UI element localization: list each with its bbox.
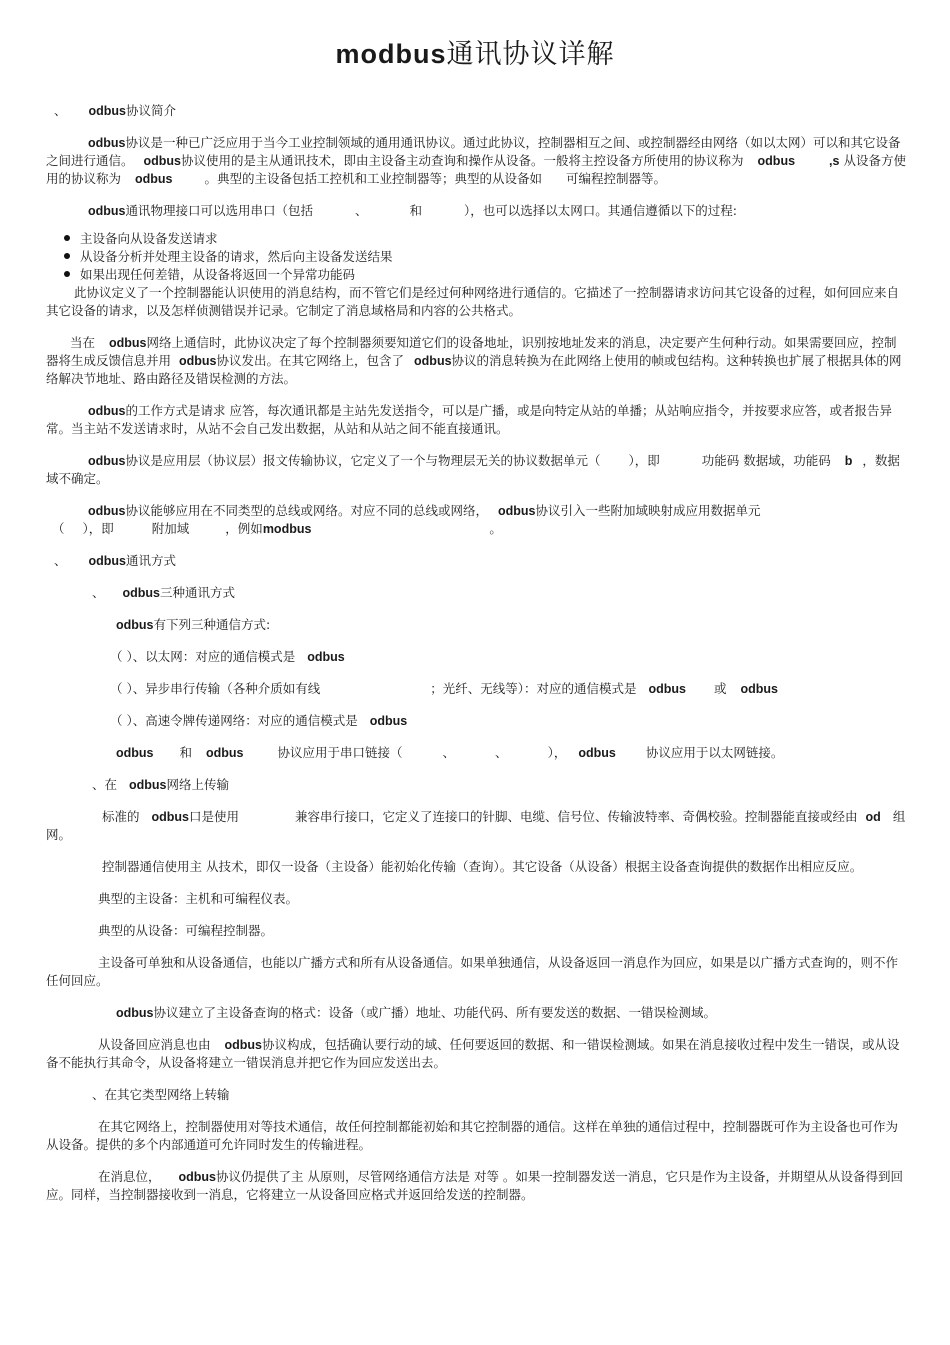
text: 协议构成，包括确认要行动的域、任何要返回的数据、和一错误检测域。如果在消息接收过程中发生一错误，或从设备不能执行其命令，从设备将建立一错误消息并把它作为回应发送出去。: [46, 1037, 900, 1070]
section-text: 协议简介: [126, 103, 177, 118]
bold-term: odbus: [88, 104, 127, 118]
text: 附加域: [151, 521, 190, 536]
text: ），即: [628, 453, 660, 468]
text: 协议的消息转换为在此网络上使用的帧或包结构。这种转换也扩展了根据具体的网络解决节地址、路由路径及错误检测的方法。: [46, 353, 902, 386]
bold-term: odbus: [578, 746, 616, 760]
bold-term: odbus: [116, 618, 154, 632]
subsection-3-heading: 、在其它类型网络上转输: [92, 1087, 230, 1102]
text: 在消息位，: [98, 1169, 161, 1184]
bold-term: odbus: [122, 586, 161, 600]
text: 。典型的主设备包括工控机和工业控制器等；典型的从设备如: [204, 171, 543, 186]
text: 、: [355, 203, 368, 218]
section-prefix: 、: [54, 553, 67, 568]
text: 协议应用于以太网链接。: [645, 745, 784, 760]
paragraph-q3: 典型的主设备：主机和可编程仪表。: [98, 891, 299, 906]
section-text: 三种通讯方式: [160, 585, 236, 600]
subsection-1-heading: [46, 584, 908, 602]
text: 的工作方式是请求 应答，每次通讯都是主站先发送指令，可以是广播，或是向特定从站的单播；从站响应指令，并按要求应答，或者报告异常。当主站不发送请求时，从站不会自己发出数据，从站和从站之间不能直接通讯。: [46, 403, 892, 436]
bold-term: odbus: [307, 650, 345, 664]
text: ，例如: [225, 521, 263, 536]
text: （ ）、异步串行传输（各种介质如有线: [110, 681, 321, 696]
bold-term: odbus: [179, 354, 217, 368]
text: 兼容串行接口，它定义了连接口的针脚、电缆、信号位、传输波特率、奇偶校验。控制器能直接或经由: [295, 809, 858, 824]
document-body: [46, 102, 908, 1204]
section-text: 通讯方式: [126, 553, 177, 568]
text: ），即: [82, 521, 114, 536]
text: 。: [489, 521, 502, 536]
section-prefix: 、: [54, 103, 67, 118]
subsection-2-heading: [46, 776, 908, 794]
process-list: [46, 230, 908, 284]
text: 标准的: [102, 809, 140, 824]
bold-term: odbus: [206, 746, 244, 760]
text: 协议应用于串口链接（: [277, 745, 403, 760]
text: 功能码 数据域，功能码: [701, 453, 831, 468]
list-item: 如果出现任何差错，从设备将返回一个异常功能码: [80, 266, 908, 284]
section-prefix: 、: [92, 585, 105, 600]
section-2-heading: [46, 552, 908, 570]
paragraph-5: [46, 402, 908, 438]
text: 或: [714, 681, 727, 696]
bold-term: odbus: [109, 336, 147, 350]
bold-term: odbus: [224, 1038, 263, 1052]
text: 可编程控制器等。: [566, 171, 667, 186]
title-rest: 通讯协议详解: [446, 39, 615, 70]
text: ，数据域不确定。: [46, 453, 900, 486]
text: 协议使用的是主从通讯技术，即由主设备主动查询和操作从设备。一般将主控设备方所使用的协议称为: [181, 153, 744, 168]
text: ），也可以选择以太网口。其通信遵循以下的过程:: [464, 203, 738, 218]
title-bold: modbus: [335, 39, 447, 69]
paragraph-q7: [46, 1036, 908, 1072]
paragraph-1: [46, 134, 908, 188]
text: 、: [442, 745, 456, 760]
bold-term: odbus: [178, 1170, 217, 1184]
text: 和: [179, 745, 193, 760]
text: 有下列三种通信方式:: [153, 617, 271, 632]
bold-term: od: [865, 810, 881, 824]
text: 组网。: [46, 809, 906, 842]
bold-term: odbus: [740, 682, 779, 696]
bold-term: ,s: [829, 154, 840, 168]
text: ；光纤、无线等）：对应的通信模式是: [430, 681, 637, 696]
paragraph-q5: 主设备可单独和从设备通信，也能以广播方式和所有从设备通信。如果单独通信，从设备返回一消息作为回应，如果是以广播方式查询的，则不作任何回应。: [46, 955, 899, 988]
paragraph-2: [46, 202, 908, 220]
text: 和: [409, 203, 423, 218]
list-item: 主设备向从设备发送请求: [80, 230, 908, 248]
text: （ ）、以太网：对应的通信模式是: [110, 649, 296, 664]
bold-term: odbus: [116, 746, 154, 760]
paragraph-6: [46, 452, 908, 488]
paragraph-r1: 在其它网络上，控制器使用对等技术通信，故任何控制都能初始和其它控制器的通信。这样在单独的通信过程中，控制器既可作为主设备也可作为从设备。提供的多个内部通道可允许同时发生的传输进程。: [46, 1119, 899, 1152]
bold-term: odbus: [135, 172, 173, 186]
bold-term: odbus: [88, 554, 127, 568]
bold-term: odbus: [648, 682, 686, 696]
text: 协议引入一些附加域映射成应用数据单元: [535, 503, 761, 518]
paragraph-q4: 典型的从设备：可编程控制器。: [98, 923, 274, 938]
paragraph-q2: 控制器通信使用主 从技术，即仅一设备（主设备）能初始化传输（查询）。其它设备（从设备）根据主设备查询提供的数据作出相应反应。: [102, 859, 863, 874]
text: 口是使用: [189, 809, 240, 824]
text: 协议建立了主设备查询的格式：设备（或广播）地址、功能代码、所有要发送的数据、一错误检测域。: [153, 1005, 717, 1020]
bold-term: modbus: [262, 522, 312, 536]
section-text: 网络上传输: [166, 777, 230, 792]
bold-term: odbus: [88, 204, 126, 218]
text: 网络上通信时，此协议决定了每个控制器须要知道它们的设备地址，识别按地址发来的消息，决定要产生何种行动。如果需要回应，控制器将生成反馈信息并用: [46, 335, 897, 368]
bold-term: odbus: [88, 136, 126, 150]
paragraph-4: [46, 334, 908, 388]
text: 协议能够应用在不同类型的总线或网络。对应不同的总线或网络，: [125, 503, 489, 518]
bold-term: odbus: [151, 810, 190, 824]
text: 、: [495, 745, 508, 760]
text: 从设备方使用的协议称为: [46, 153, 906, 186]
paragraph-7: [46, 502, 908, 538]
bold-term: odbus: [116, 1006, 154, 1020]
text: 协议发出。在其它网络上，包含了: [216, 353, 405, 368]
mode-item: [46, 648, 908, 666]
paragraph-r2: [46, 1168, 908, 1204]
list-item: 从设备分析并处理主设备的请求，然后向主设备发送结果: [80, 248, 908, 266]
paragraph-q1: [46, 808, 908, 844]
bold-term: odbus: [498, 504, 536, 518]
bold-term: odbus: [129, 778, 167, 792]
bold-term: odbus: [88, 504, 126, 518]
bold-term: odbus: [88, 404, 126, 418]
text: 协议是一种已广泛应用于当今工业控制领域的通用通讯协议。通过此协议，控制器相互之间、或控制器经由网络（如以太网）可以和其它设备之间进行通信。: [46, 135, 901, 168]
bold-term: odbus: [88, 454, 126, 468]
section-1-heading: [46, 102, 908, 120]
bold-term: odbus: [414, 354, 452, 368]
text: 从设备回应消息也由: [98, 1037, 211, 1052]
paragraph-3: 此协议定义了一个控制器能认识使用的消息结构，而不管它们是经过何种网络进行通信的。它描述了一控制器请求访问其它设备的过程，如何回应来自其它设备的请求，以及怎样侦测错误并记录。它制定了消息域格局和内容的公共格式。: [46, 285, 900, 318]
bold-term: odbus: [757, 154, 796, 168]
text: （ ）、高速令牌传递网络：对应的通信模式是: [110, 713, 358, 728]
text: （: [52, 521, 65, 536]
bold-term: odbus: [143, 154, 182, 168]
bold-term: odbus: [369, 714, 408, 728]
mode-item: [46, 680, 908, 698]
page-title: [0, 32, 950, 71]
text: 协议是应用层（协议层）报文传输协议，它定义了一个与物理层无关的协议数据单元（: [125, 453, 601, 468]
section-prefix: 、在: [92, 777, 118, 792]
mode-item: [46, 712, 908, 730]
text: 通讯物理接口可以选用串口（包括: [125, 203, 314, 218]
modes-note: [46, 744, 908, 762]
text: 协议仍提供了主 从原则，尽管网络通信方法是 对等 。如果一控制器发送一消息，它只是作为主设备，并期望从从设备得到回应。同样，当控制器接收到一消息，它将建立一从设备回应格式并返回给发送的控制器。: [46, 1169, 903, 1202]
text: ），: [547, 745, 567, 760]
paragraph-q6: [46, 1004, 908, 1022]
bold-term: b: [844, 454, 853, 468]
text: 当在: [70, 335, 96, 350]
modes-intro: [46, 616, 908, 634]
